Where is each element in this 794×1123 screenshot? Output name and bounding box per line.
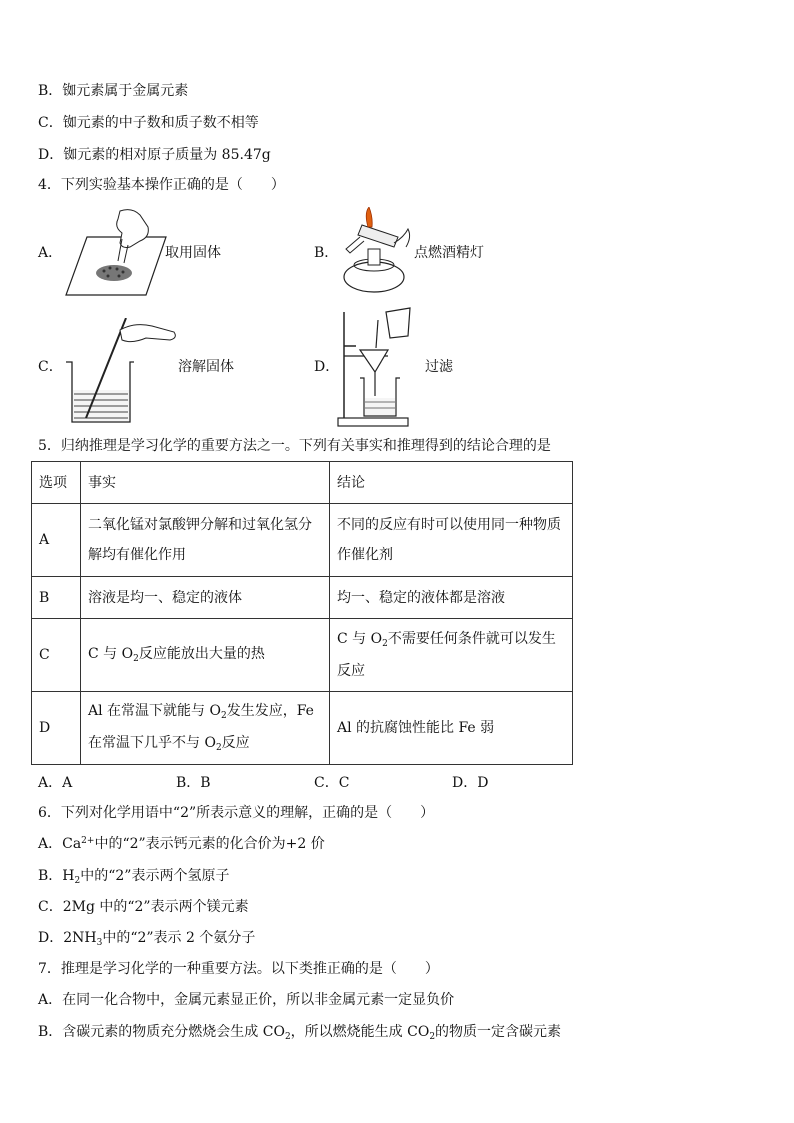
q4-c-letter: C． xyxy=(38,359,63,375)
q7-stem: 7．推理是学习化学的一种重要方法。以下类推正确的是（ ） xyxy=(38,961,439,977)
lighting-alcohol-lamp-figure xyxy=(336,207,421,299)
q6-option-c: C．2Mg 中的“2”表示两个镁元素 xyxy=(38,899,249,915)
row-a-option: A xyxy=(32,504,81,577)
q5-table-header-row xyxy=(32,462,573,504)
taking-solid-figure xyxy=(62,205,172,300)
q3-option-b: B．铷元素属于金属元素 xyxy=(38,83,189,99)
q3-option-c: C．铷元素的中子数和质子数不相等 xyxy=(38,115,259,131)
row-c-option: C xyxy=(32,619,81,692)
q4-d-caption: 过滤 xyxy=(425,359,453,375)
row-a-fact: 二氧化锰对氯酸钾分解和过氧化氢分解均有催化作用 xyxy=(81,504,330,577)
header-conclusion: 结论 xyxy=(330,462,573,504)
q6-option-d: D．$2NH_3$中的“2”表示 2 个氨分子 xyxy=(38,930,256,948)
q4-d-letter: D． xyxy=(314,359,340,375)
q5-table xyxy=(31,461,573,765)
header-option: 选项 xyxy=(32,462,81,504)
q4-c-caption: 溶解固体 xyxy=(178,359,234,375)
row-b-option: B xyxy=(32,577,81,619)
header-fact: 事实 xyxy=(81,462,330,504)
row-d-option: D xyxy=(32,692,81,765)
q5-answer-a: A．A xyxy=(38,775,73,791)
q5-answer-c: C．C xyxy=(314,775,350,791)
row-a-conclusion: 不同的反应有时可以使用同一种物质作催化剂 xyxy=(330,504,573,577)
table-row xyxy=(32,577,573,619)
row-d-fact: Al 在常温下就能与 $O_2$发生发应，Fe 在常温下几乎不与 $O_2$反应 xyxy=(81,692,330,765)
row-b-fact: 溶液是均一、稳定的液体 xyxy=(81,577,330,619)
q7-option-a: A．在同一化合物中，金属元素显正价，所以非金属元素一定显负价 xyxy=(38,992,455,1008)
q6-option-b: B．$H_2$中的“2”表示两个氢原子 xyxy=(38,868,230,886)
table-row xyxy=(32,504,573,577)
q4-a-caption: 取用固体 xyxy=(165,245,221,261)
row-c-conclusion: C 与 $O_2$不需要任何条件就可以发生反应 xyxy=(330,619,573,692)
row-c-fact: C 与 $O_2$反应能放出大量的热 xyxy=(81,619,330,692)
q4-stem: 4．下列实验基本操作正确的是（ ） xyxy=(38,177,285,193)
q4-a-letter: A． xyxy=(38,245,63,261)
row-b-conclusion: 均一、稳定的液体都是溶液 xyxy=(330,577,573,619)
table-row xyxy=(32,619,573,692)
q5-stem: 5．归纳推理是学习化学的重要方法之一。下列有关事实和推理得到的结论合理的是 xyxy=(38,438,551,454)
row-d-conclusion: Al 的抗腐蚀性能比 Fe 弱 xyxy=(330,692,573,765)
q4-b-letter: B． xyxy=(314,245,339,261)
table-row xyxy=(32,692,573,765)
q7-option-b: B．含碳元素的物质充分燃烧会生成 $CO_2$，所以燃烧能生成 $CO_2$的物质一定含碳元素 xyxy=(38,1024,562,1042)
q5-answer-b: B．B xyxy=(176,775,211,791)
q5-answer-d: D．D xyxy=(452,775,489,791)
dissolving-solid-figure xyxy=(62,318,182,426)
filtration-figure xyxy=(336,306,416,428)
q3-option-d: D．铷元素的相对原子质量为 85.47g xyxy=(38,147,271,163)
q6-option-a: A．$Ca^{2+}$中的“2”表示钙元素的化合价为+2 价 xyxy=(38,836,325,852)
q4-b-caption: 点燃酒精灯 xyxy=(414,245,484,261)
q6-stem: 6．下列对化学用语中“2”所表示意义的理解，正确的是（ ） xyxy=(38,805,435,821)
